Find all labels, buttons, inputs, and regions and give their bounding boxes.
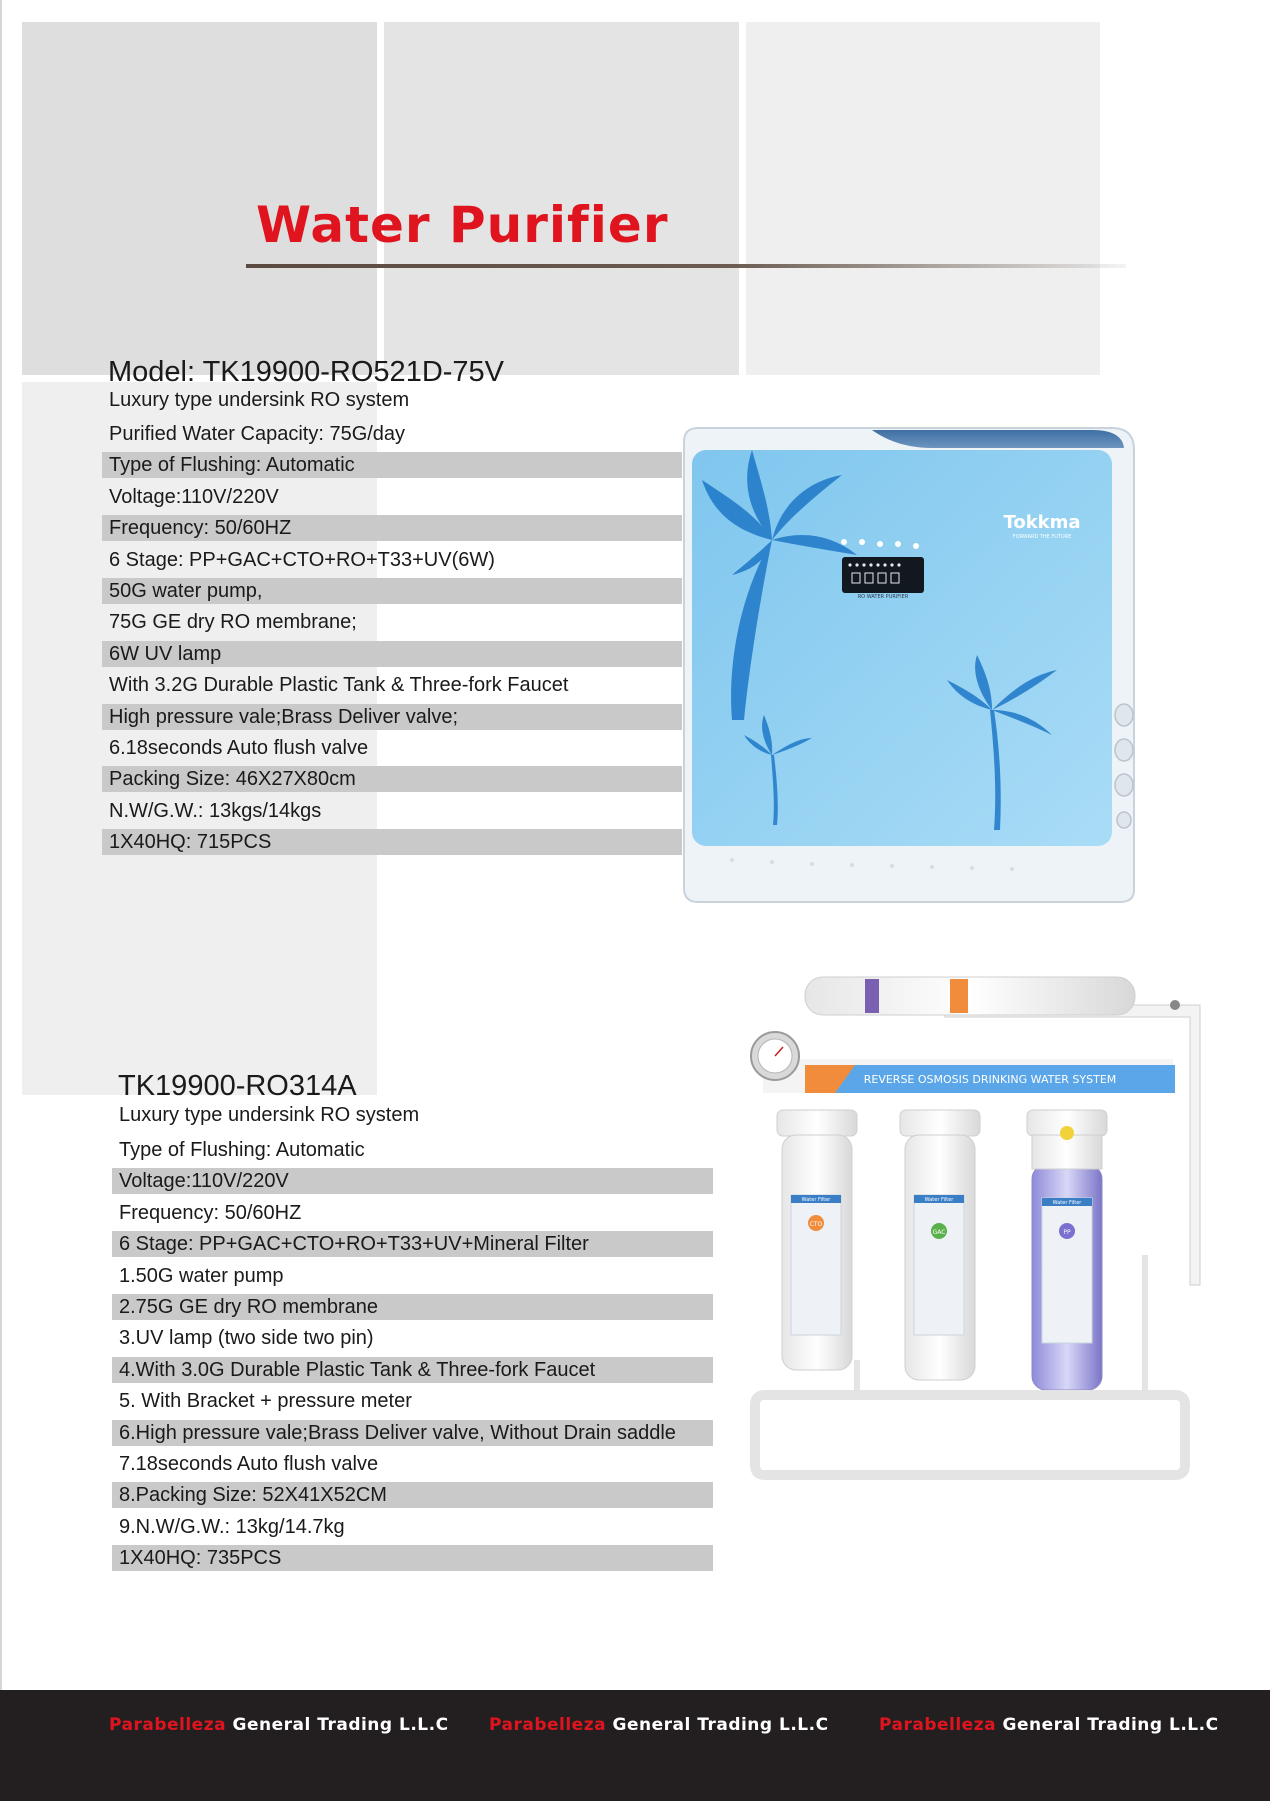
spec-row: Packing Size: 46X27X80cm [102,766,682,792]
product2-image [735,965,1205,1500]
left-edge-line [0,0,2,1690]
spec-row: N.W/G.W.: 13kgs/14kgs [109,799,322,822]
brand-logo: Tokkma [1003,512,1081,533]
product1-subtitle: Luxury type undersink RO system [109,389,410,411]
footer-company-1 [109,1715,449,1735]
cartridge-label: GAC [932,1229,946,1236]
filter-label: Water Filter [1052,1200,1082,1206]
spec-row: 2.75G GE dry RO membrane [112,1294,713,1320]
spec-row: 1X40HQ: 715PCS [102,829,682,855]
spec-row: 1X40HQ: 735PCS [112,1545,713,1571]
product2-banner: REVERSE OSMOSIS DRINKING WATER SYSTEM [863,1073,1117,1086]
footer-company-rest: General Trading L.L.C [996,1715,1219,1735]
cartridge-label: CTO [809,1221,823,1228]
spec-row: 6.High pressure vale;Brass Deliver valve, Without Drain saddle [112,1420,713,1446]
product1-panel-label: RO WATER PURIFIER [857,594,909,600]
product2-model: TK19900-RO314A [118,1070,357,1102]
filter-label: Water Filter [801,1197,831,1203]
cartridge-label: PP [1063,1229,1071,1236]
spec-row: Frequency: 50/60HZ [119,1201,302,1224]
spec-row: 7.18seconds Auto flush valve [119,1452,379,1475]
footer-company-3 [879,1715,1219,1735]
spec-row: With 3.2G Durable Plastic Tank & Three-fork Faucet [109,674,569,697]
footer-company-rest: General Trading L.L.C [226,1715,449,1735]
product2-subtitle: Luxury type undersink RO system [119,1104,420,1126]
filter-label: Water Filter [924,1197,954,1203]
spec-row: Frequency: 50/60HZ [102,515,682,541]
product1-spec-list [102,421,682,860]
footer-brand: Parabelleza [879,1715,997,1735]
spec-row: Purified Water Capacity: 75G/day [109,423,406,445]
spec-row: 1.50G water pump [119,1264,284,1287]
spec-row: 6.18seconds Auto flush valve [109,736,369,759]
spec-row: Voltage:110V/220V [112,1168,713,1194]
footer-company-2 [489,1715,829,1735]
spec-row: 75G GE dry RO membrane; [109,611,357,634]
spec-row: 8.Packing Size: 52X41X52CM [112,1482,713,1508]
footer-brand: Parabelleza [109,1715,227,1735]
brand-tagline: FORWARD THE FUTURE [1012,534,1072,540]
spec-row: Voltage:110V/220V [109,485,279,508]
bg-block-top-right [746,22,1100,375]
spec-row: 6 Stage: PP+GAC+CTO+RO+T33+UV(6W) [109,548,495,571]
spec-row: Type of Flushing: Automatic [102,452,682,478]
spec-row: 9.N.W/G.W.: 13kg/14.7kg [119,1515,345,1538]
page-title: Water Purifier [256,196,669,254]
spec-row: Type of Flushing: Automatic [119,1139,365,1161]
product1-image [672,420,1142,910]
footer-bar [0,1690,1270,1801]
spec-row: 6W UV lamp [102,641,682,667]
spec-row: 6 Stage: PP+GAC+CTO+RO+T33+UV+Mineral Filter [112,1231,713,1257]
spec-row: 4.With 3.0G Durable Plastic Tank & Three-fork Faucet [112,1357,713,1383]
footer-company-rest: General Trading L.L.C [606,1715,829,1735]
spec-row: 3.UV lamp (two side two pin) [119,1327,374,1350]
product2-spec-list [112,1137,713,1576]
product1-model: Model: TK19900-RO521D-75V [108,356,505,388]
spec-row: 50G water pump, [102,578,682,604]
spec-row: 5. With Bracket + pressure meter [119,1390,412,1413]
title-underline [246,264,1126,268]
spec-row: High pressure vale;Brass Deliver valve; [102,704,682,730]
footer-brand: Parabelleza [489,1715,607,1735]
